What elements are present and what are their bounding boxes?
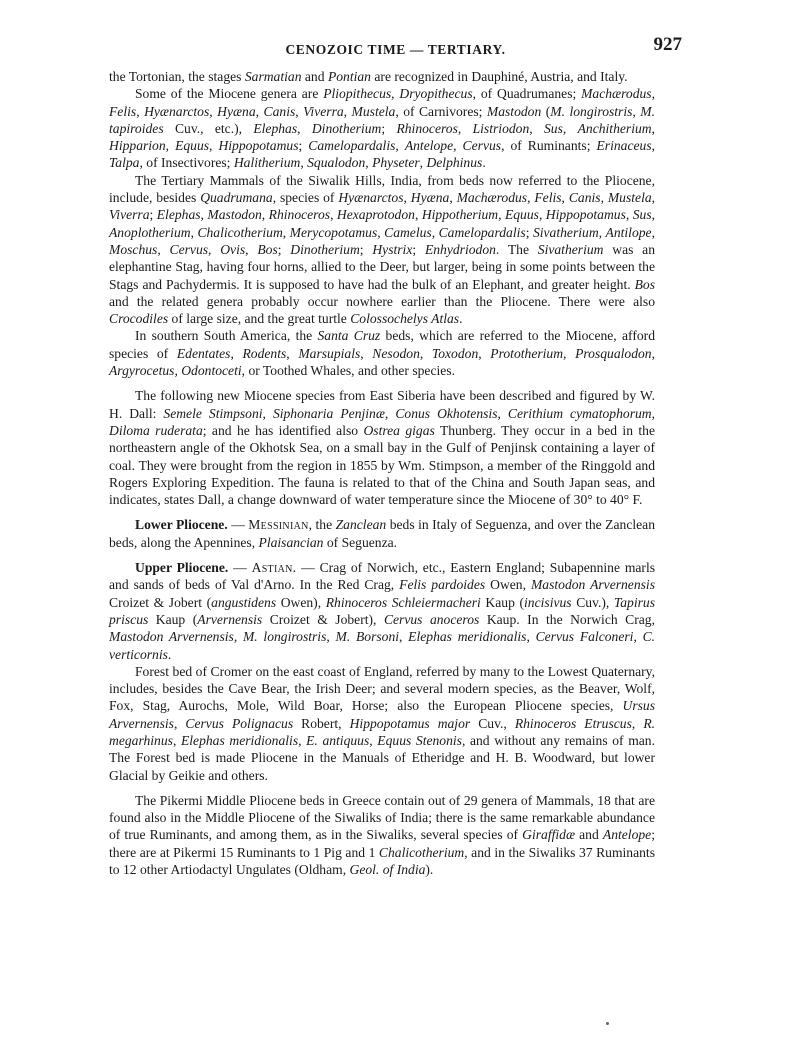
paragraph-p2: The Tertiary Mammals of the Siwalik Hills, India, from beds now referred to the Pliocene, include, besides Quadrumana, species of Hyænarctos, Hyæna, Machærodus, Felis, Canis, Mustela, Viverra; Elephas, Mastodon, Rhinoceros, Hexaprotodon, Hippotherium, Equus, Hippopotamus, Sus, Anoplotherium, Chalicotherium, Merycopotamus, Camelus, Camelopardalis; Sivatherium, Antilope, Moschus, Cervus, Ovis, Bos; Dinotherium; Hystrix; Enhydriodon. The Sivatherium was an elephantine Stag, having four horns, allied to the Deer, but larger, being in some points between the Stags and Pachydermis. It is supposed to have had the bulk of an Elephant, and greater height. Bos and the related genera probably occur nowhere earlier than the Pliocene. There were also Crocodiles of large size, and the great turtle Colossochelys Atlas. <box>109 172 656 327</box>
paragraph-p1: Some of the Miocene genera are Pliopithecus, Dryopithecus, of Quadrumanes; Machærodus, Felis, Hyænarctos, Hyæna, Canis, Viverra, Mustela, of Carnivores; Mastodon (M. longirostris, M. tapiroides Cuv., etc.), Elephas, Dinotherium; Rhinoceros, Listriodon, Sus, Anchitherium, Hipparion, Equus, Hippopotamus; Camelopardalis, Antelope, Cervus, of Ruminants; Erinaceus, Talpa, of Insectivores; Halitherium, Squalodon, Physeter, Delphinus. <box>109 86 656 171</box>
paragraph-p7: Forest bed of Cromer on the east coast of England, referred by many to the Lowest Quaternary, includes, besides the Cave Bear, the Irish Deer; and several modern species, as the Beaver, Wolf, Fox, Stag, Aurochs, Mole, Wild Boar, Horse; also the European Pliocene species, Ursus Arvernensis, Cervus Polignacus Robert, Hippopotamus major Cuv., Rhinoceros Etruscus, R. megarhinus, Elephas meridionalis, E. antiquus, Equus Stenonis, and without any remains of man. The Forest bed is made Pliocene in the Manuals of Etheridge and H. B. Woodward, but lower Glacial by Geikie and others. <box>109 663 656 783</box>
paragraph-p8: The Pikermi Middle Pliocene beds in Greece contain out of 29 genera of Mammals, 18 that are found also in the Middle Pliocene of the Siwaliks of India; there is the same remarkable abundance of true Ruminants, and among them, as in the Siwaliks, several species of Giraffidæ and Antelope; there are at Pikermi 15 Ruminants to 1 Pig and 1 Chalicotherium, and in the Siwaliks 37 Ruminants to 12 other Artiodactyl Ungulates (Oldham, Geol. of India). <box>109 792 655 878</box>
paragraph-p6: Upper Pliocene. — Astian. — Crag of Norwich, etc., Eastern England; Subapennine marls and sands of beds of Val d'Arno. In the Red Crag, Felis pardoides Owen, Mastodon Arvernensis Croizet & Jobert (angustidens Owen), Rhinoceros Schleiermacheri Kaup (incisivus Cuv.), Tapirus priscus Kaup (Arvernensis Croizet & Jobert), Cervus anoceros Kaup. In the Norwich Crag, Mastodon Arvernensis, M. longirostris, M. Borsoni, Elephas meridionalis, Cervus Falconeri, C. verticornis. <box>109 560 656 662</box>
paragraph-p0: the Tortonian, the stages Sarmatian and Pontian are recognized in Dauphiné, Austria, and Italy. <box>109 69 628 84</box>
stray-mark <box>606 1022 609 1025</box>
paragraph-p4: The following new Miocene species from East Siberia have been described and figured by W. H. Dall: Semele Stimpsoni, Siphonaria Penjinæ, Conus Okhotensis, Cerithium cymatophorum, Diloma ruderata; and he has identified also Ostrea gigas Thunberg. They occur in a bed in the northeastern angle of the Okhotsk Sea, on a small bay in the Gulf of Penjinsk containing a layer of coal. They were brought from the region in 1855 by Wm. Stimpson, a member of the Ringgold and Rogers Exploring Expedition. The fauna is related to that of the China and South Japan seas, and indicates, states Dall, a change downward of water temperature since the Miocene of 30° to 40° F. <box>109 388 656 508</box>
paragraph-p5: Lower Pliocene. — Messinian, the Zanclean beds in Italy of Seguenza, and over the Zanclean beds, along the Apennines, Plaisancian of Seguenza. <box>109 517 655 550</box>
body-text <box>109 68 655 878</box>
page-number: 927 <box>653 34 682 55</box>
page-header <box>109 34 682 62</box>
running-title: CENOZOIC TIME — TERTIARY. <box>285 42 506 57</box>
paragraph-p3: In southern South America, the Santa Cruz beds, which are referred to the Miocene, afford species of Edentates, Rodents, Marsupials, Nesodon, Toxodon, Prototherium, Prosqualodon, Argyrocetus, Odontoceti, or Toothed Whales, and other species. <box>109 328 655 379</box>
